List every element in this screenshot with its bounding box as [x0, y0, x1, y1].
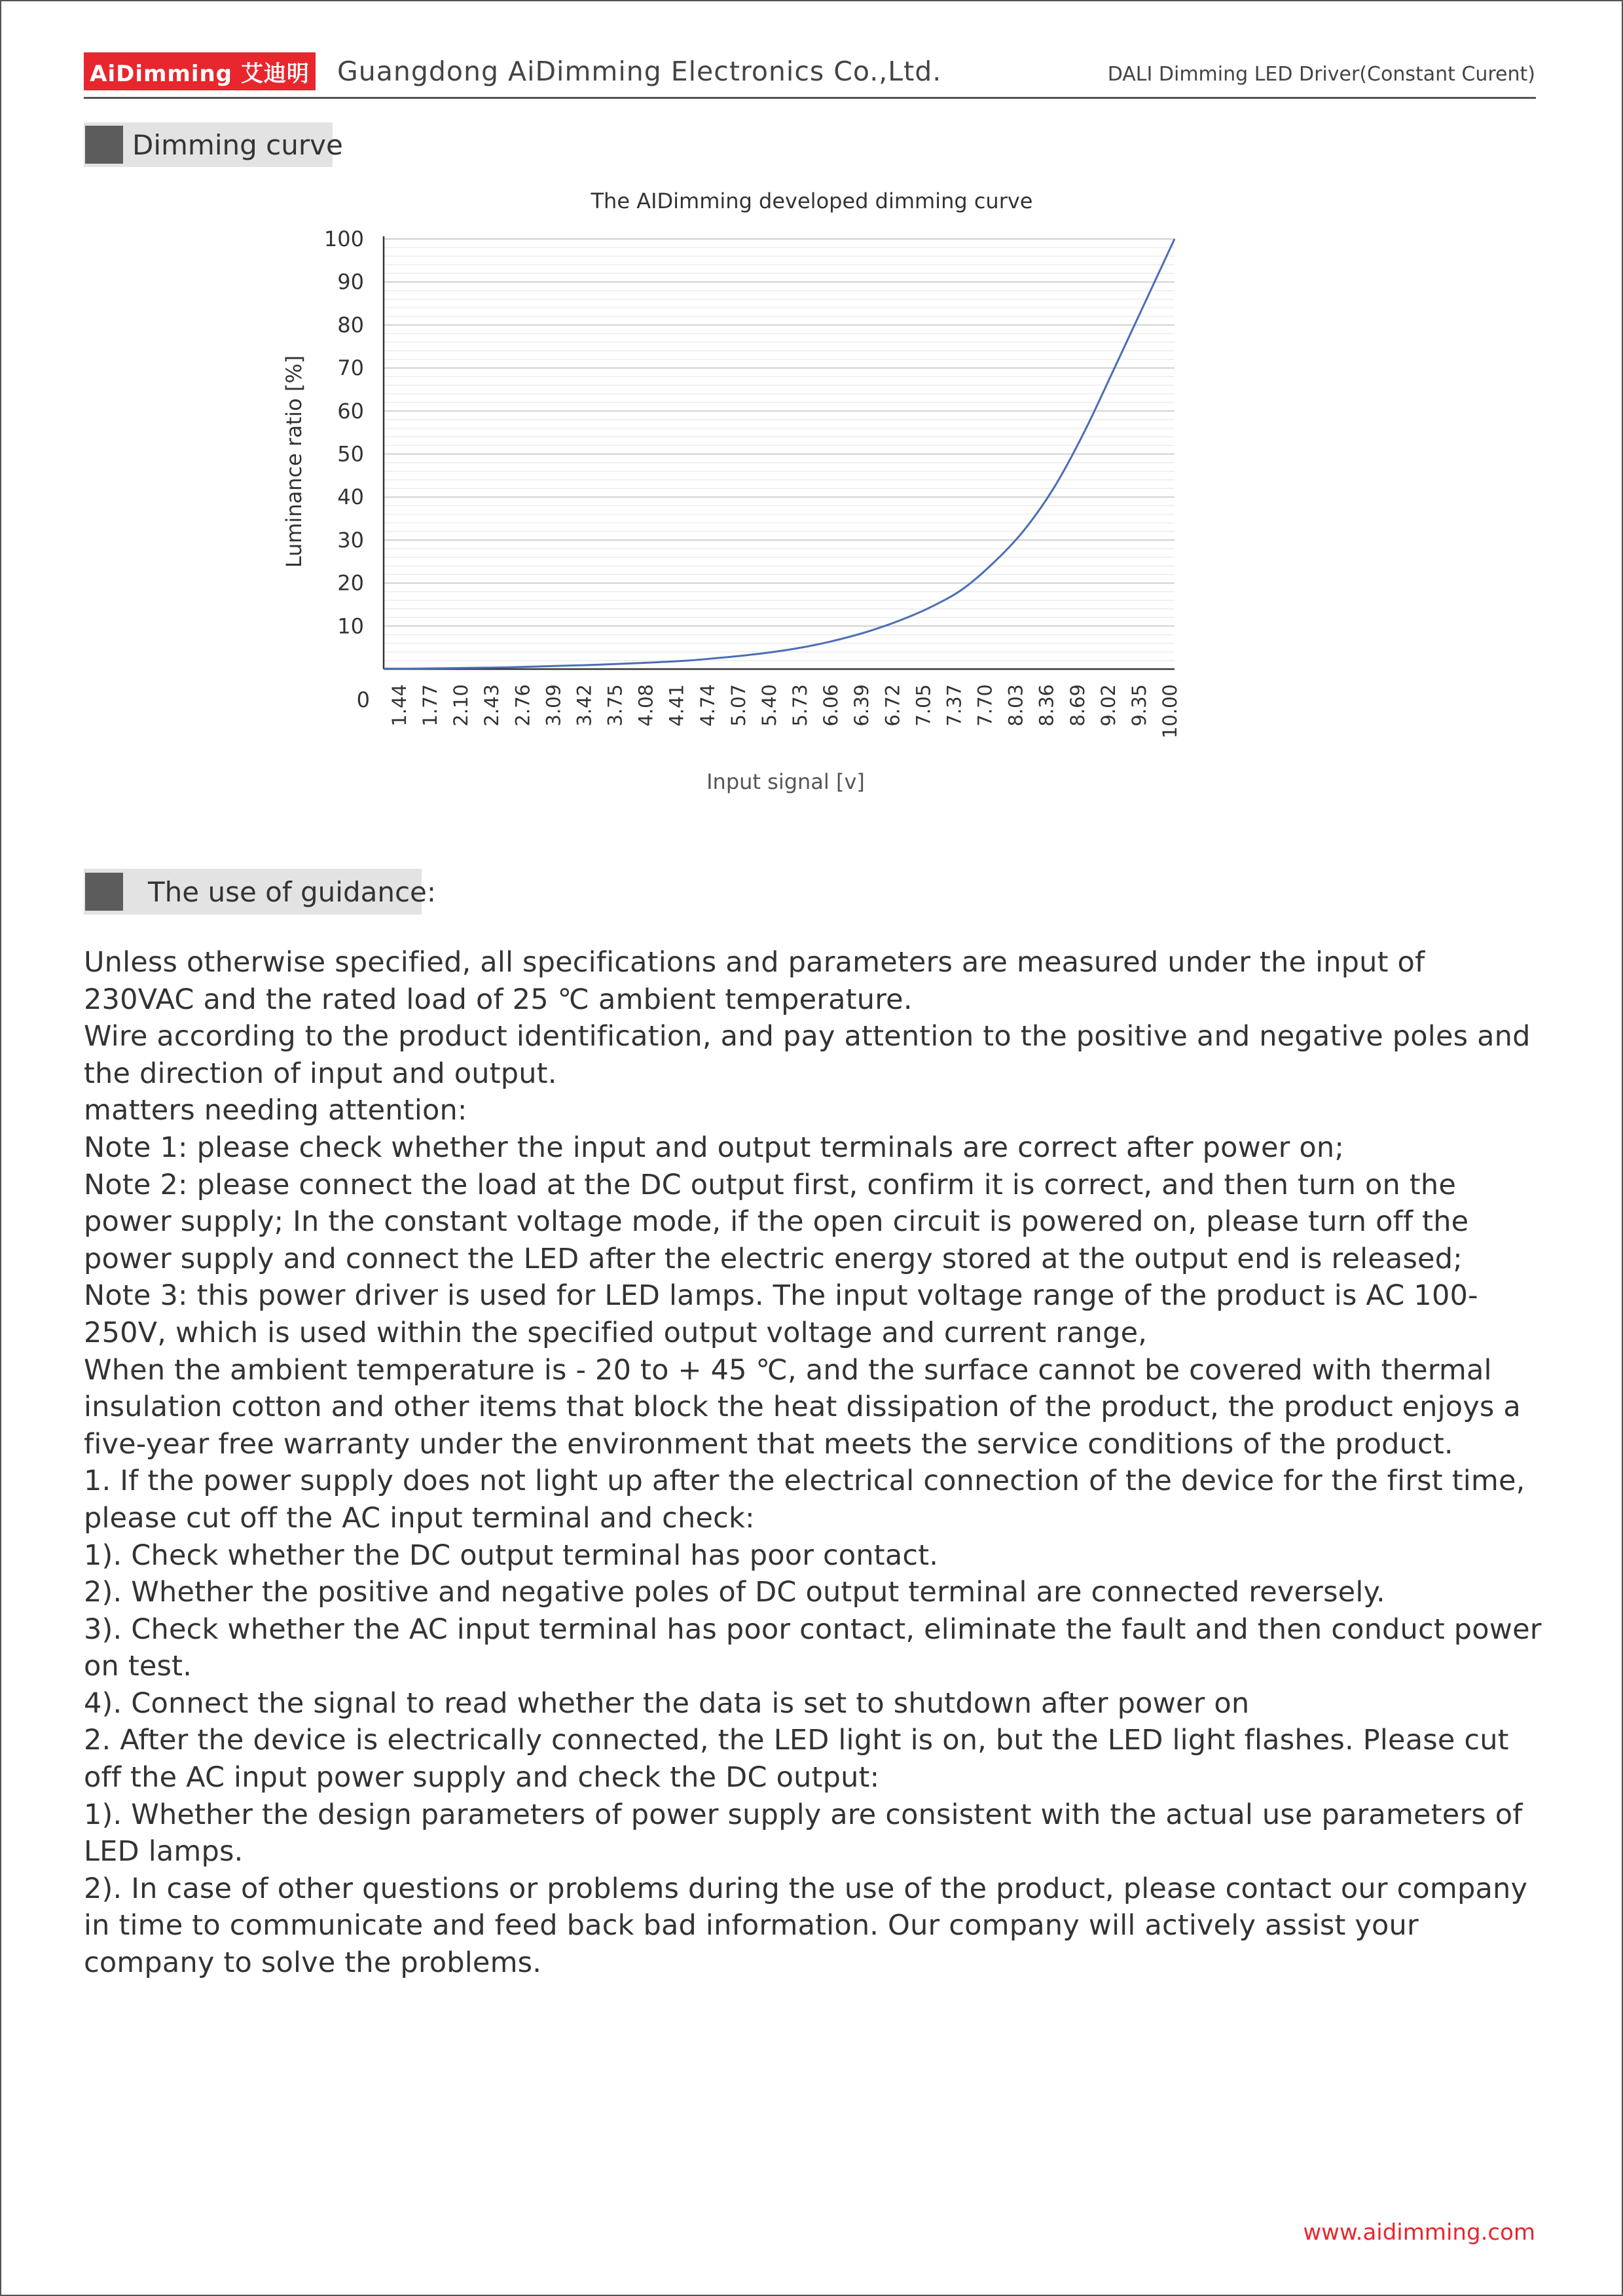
tick-labels	[324, 227, 1181, 738]
x-tick-label: 9.02	[1097, 684, 1120, 727]
x-tick-label: 6.06	[820, 684, 843, 727]
y-tick-label: 100	[323, 227, 364, 251]
document-title: DALI Dimming LED Driver(Constant Curent)	[1107, 63, 1535, 86]
x-tick-label: 6.72	[881, 684, 904, 727]
x-tick-label: 3.75	[604, 684, 627, 727]
dimming-curve-chart	[0, 0, 1623, 825]
axes	[384, 236, 1175, 669]
x-tick-label: 3.42	[573, 684, 596, 727]
x-tick-label: 8.03	[1004, 684, 1027, 727]
guidance-paragraph: matters needing attention:	[84, 1094, 467, 1127]
y-tick-label: 70	[337, 355, 364, 381]
guidance-paragraph: 3). Check whether the AC input terminal has poor contact, eliminate the fault and then conduct power on test.	[84, 1613, 1542, 1683]
x-tick-label: 4.08	[634, 684, 657, 727]
x-tick-label: 5.73	[789, 684, 812, 727]
section-header-guidance	[84, 869, 437, 915]
guidance-paragraph: 4). Connect the signal to read whether the data is set to shutdown after power on	[84, 1686, 1250, 1720]
x-tick-label: 7.05	[912, 684, 935, 727]
x-tick-label: 4.41	[665, 684, 688, 727]
x-tick-label: 8.69	[1066, 684, 1089, 727]
guidance-paragraph: Note 1: please check whether the input and output terminals are correct after power on;	[84, 1131, 1345, 1164]
guidance-paragraph: 2). In case of other questions or problems during the use of the product, please contact our company in time to communicate and feed back bad information. Our company will actively assist your company to solve the problems.	[84, 1872, 1528, 1980]
x-tick-label: 4.74	[696, 684, 719, 727]
y-tick-label: 80	[337, 312, 364, 338]
x-axis-label: Input signal [v]	[706, 769, 865, 794]
y-tick-label: 50	[337, 441, 364, 467]
logo-text: AiDimming 艾迪明	[90, 60, 310, 87]
y-tick-label: 20	[337, 570, 364, 596]
x-tick-label: 5.40	[757, 684, 780, 727]
guidance-paragraph: 1. If the power supply does not light up after the electrical connection of the device for the first time, please cut off the AC input terminal and check:	[84, 1465, 1525, 1535]
guidance-paragraph: 2. After the device is electrically connected, the LED light is on, but the LED light flashes. Please cut off the AC input power supply and check the DC output:	[84, 1724, 1509, 1795]
grid-lines	[384, 239, 1175, 661]
guidance-paragraph: Unless otherwise specified, all specifications and parameters are measured under the input of 230VAC and the rated load of 25 ℃ ambient temperature.	[84, 946, 1425, 1016]
x-tick-label: 1.44	[388, 684, 410, 727]
y-axis-label: Luminance ratio [%]	[282, 355, 306, 568]
x-tick-label: 1.77	[419, 684, 442, 727]
x-tick-label: 2.76	[511, 684, 534, 727]
y-tick-label: 0	[356, 687, 370, 712]
guidance-paragraph: When the ambient temperature is - 20 to + 45 ℃, and the surface cannot be covered with thermal insulation cotton and other items that block the heat dissipation of the product, the product enjoys a five-year free warranty under the environment that meets the service conditions of the product.	[84, 1353, 1521, 1461]
section-title: Dimming curve	[132, 128, 343, 161]
x-tick-label: 2.43	[481, 684, 503, 727]
y-tick-label: 30	[337, 527, 364, 553]
x-tick-label: 9.35	[1127, 684, 1150, 727]
guidance-paragraph: Note 2: please connect the load at the DC output first, confirm it is correct, and then turn on the power supply; In the constant voltage mode, if the open circuit is powered on, please turn off the power supply and connect the LED after the electric energy stored at the output end is released;	[84, 1168, 1469, 1275]
x-tick-label: 7.70	[974, 684, 996, 727]
x-tick-label: 3.09	[542, 684, 565, 727]
guidance-text	[84, 944, 1544, 1982]
section-title: The use of guidance:	[148, 875, 437, 908]
x-tick-label: 2.10	[450, 684, 473, 727]
guidance-paragraph: Note 3: this power driver is used for LED lamps. The input voltage range of the product is AC 100-250V, which is used within the specified output voltage and current range,	[84, 1279, 1478, 1349]
x-tick-label: 8.36	[1035, 684, 1058, 727]
chart-title: The AIDimming developed dimming curve	[591, 189, 1033, 213]
y-tick-label: 10	[337, 613, 364, 639]
y-tick-label: 40	[337, 484, 364, 510]
x-tick-label: 6.39	[850, 684, 873, 727]
y-tick-label: 90	[337, 269, 364, 295]
guidance-paragraph: 2). Whether the positive and negative poles of DC output terminal are connected reversely.	[84, 1576, 1385, 1609]
guidance-paragraph: Wire according to the product identification, and pay attention to the positive and negative poles and the direction of input and output.	[84, 1020, 1531, 1090]
y-tick-label: 60	[337, 398, 364, 424]
guidance-paragraph: 1). Whether the design parameters of power supply are consistent with the actual use parameters of LED lamps.	[84, 1798, 1523, 1868]
x-tick-label: 5.07	[727, 684, 750, 727]
company-name: Guangdong AiDimming Electronics Co.,Ltd.	[337, 56, 942, 87]
section-marker	[85, 873, 123, 911]
x-tick-label: 7.37	[943, 684, 966, 727]
footer-website-link[interactable]: www.aidimming.com	[1303, 2219, 1535, 2246]
guidance-paragraph: 1). Check whether the DC output terminal has poor contact.	[84, 1539, 939, 1572]
x-tick-label: 10.00	[1159, 684, 1181, 739]
